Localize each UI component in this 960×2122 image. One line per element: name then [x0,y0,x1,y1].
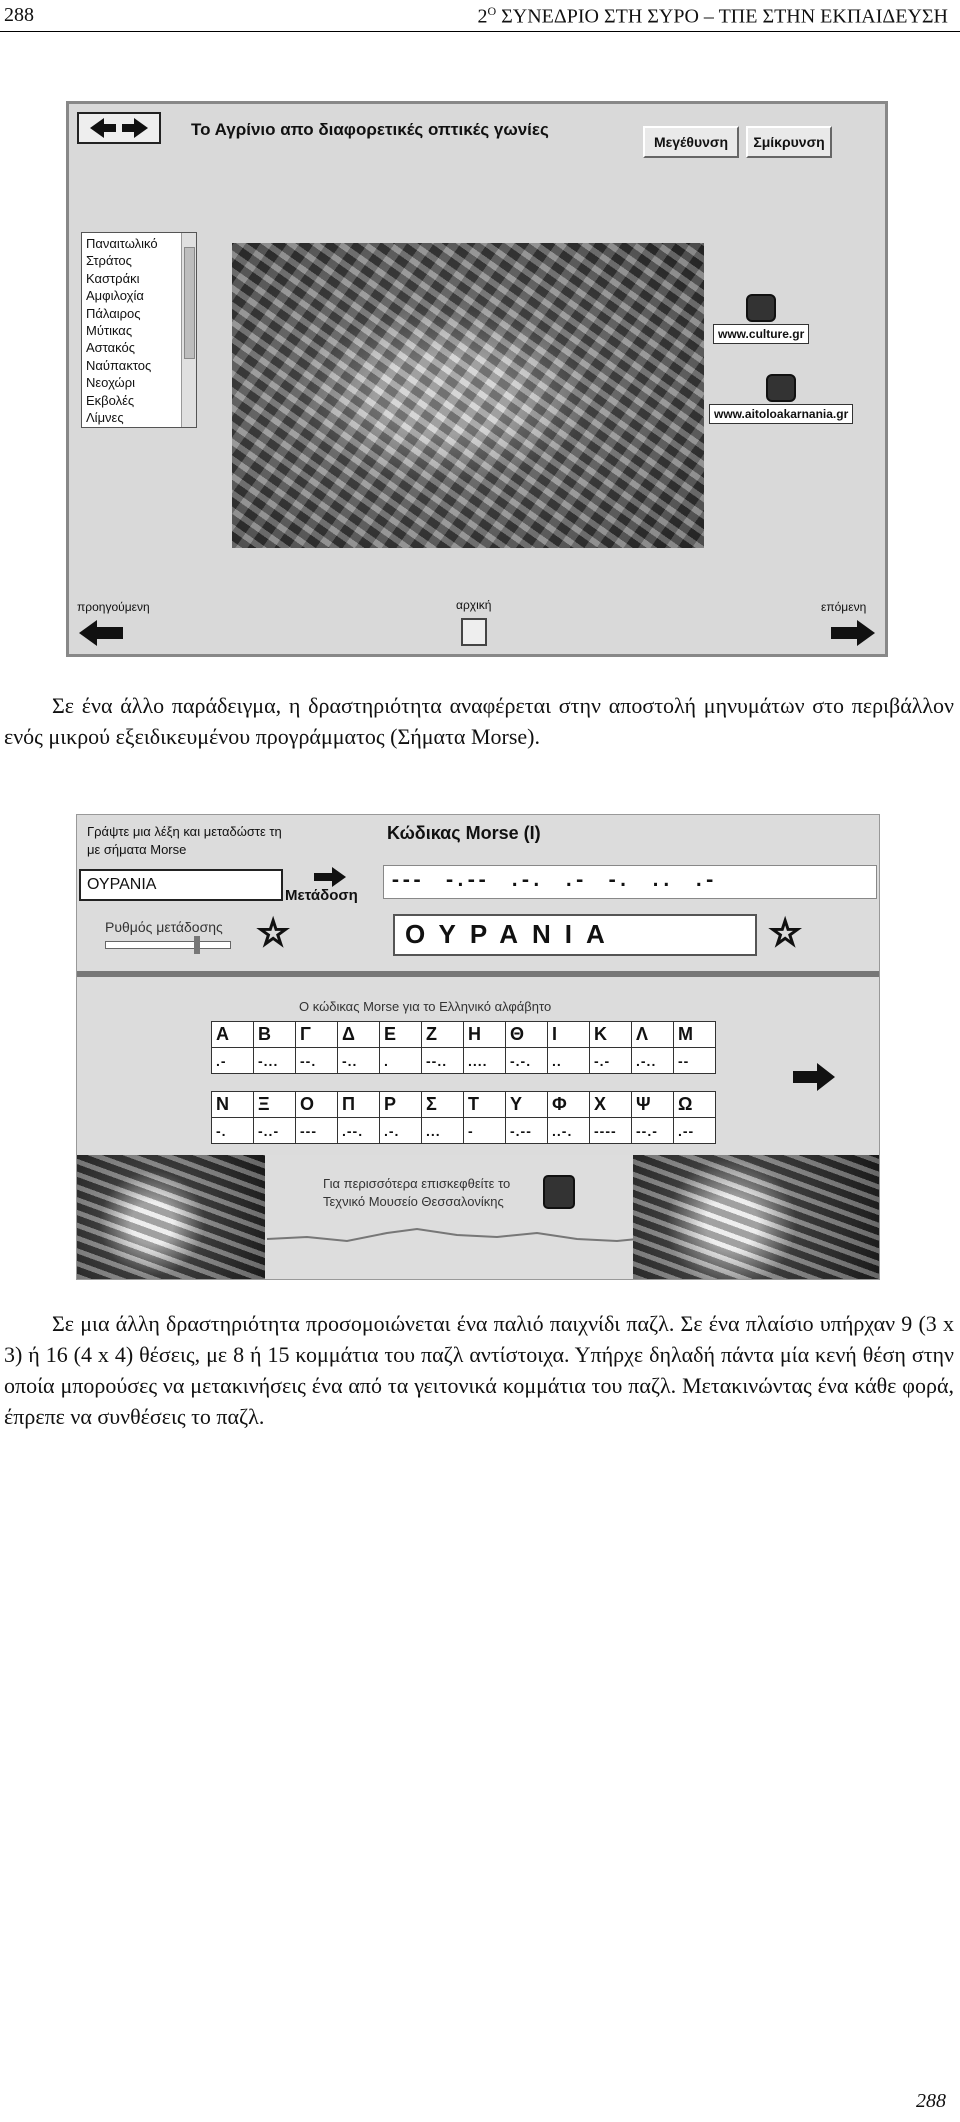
code-cell: -.. [338,1048,380,1074]
aitoloakarnania-site-icon[interactable] [766,374,796,402]
prev-arrow-icon[interactable] [79,620,123,646]
code-cell: .-- [674,1118,716,1144]
code-cell: .--. [338,1118,380,1144]
code-cell: .-. [380,1118,422,1144]
code-cell: - [464,1118,506,1144]
letter-cell: Τ [464,1092,506,1118]
letter-cell: Β [254,1022,296,1048]
next-label[interactable]: επόμενη [821,600,867,614]
header-rule [0,31,960,32]
signal-wave-decoration [267,1215,689,1255]
star-icon[interactable]: ☆ [769,913,802,953]
send-arrow-icon[interactable] [314,867,346,887]
culture-site-icon[interactable] [746,294,776,322]
museum-text-line: Για περισσότερα επισκεφθείτε το [323,1176,511,1191]
letter-cell: Μ [674,1022,716,1048]
list-item[interactable]: Λίμνες [86,410,124,426]
next-arrow-icon[interactable] [831,620,875,646]
letter-cell: Η [464,1022,506,1048]
code-cell: -.-. [506,1048,548,1074]
code-cell: ..-. [548,1118,590,1144]
table-row [212,1092,716,1118]
letter-cell: Ρ [380,1092,422,1118]
letter-cell: Ι [548,1022,590,1048]
letter-cell: Ν [212,1092,254,1118]
table-row [212,1022,716,1048]
conference-name: ΣΥΝΕΔΡΙΟ ΣΤΗ ΣΥΡΟ – ΤΠΕ ΣΤΗΝ ΕΚΠΑΙΔΕΥΣΗ [496,5,948,28]
aitoloakarnania-link-label[interactable]: www.aitoloakarnania.gr [709,404,853,424]
code-cell: .. [548,1048,590,1074]
list-item[interactable]: Καστράκι [86,270,140,286]
figure-morse-app [76,814,880,1280]
letter-cell: Ζ [422,1022,464,1048]
code-cell: -..- [254,1118,296,1144]
list-item[interactable]: Αμφιλοχία [86,288,144,304]
table-row [212,1048,716,1074]
prev-label[interactable]: προηγούμενη [77,600,150,614]
code-cell: .... [464,1048,506,1074]
header-page-number: 288 [4,4,34,26]
culture-link-label[interactable]: www.culture.gr [713,324,809,344]
code-cell: -- [674,1048,716,1074]
letter-cell: Σ [422,1092,464,1118]
instruction-line: με σήματα Morse [87,842,187,857]
list-item[interactable]: Παναιτωλικό [86,236,158,251]
home-icon[interactable] [461,618,487,646]
next-table-arrow-icon[interactable] [793,1063,835,1091]
letter-cell: Θ [506,1022,548,1048]
aerial-city-photo [232,243,704,548]
home-label[interactable]: αρχική [456,598,492,612]
letter-cell: Υ [506,1092,548,1118]
conference-superscript: Ο [487,4,497,18]
history-nav [77,112,161,144]
figure-agrinio-app [66,101,888,657]
letter-cell: Ξ [254,1092,296,1118]
letter-cell: Χ [590,1092,632,1118]
alphabet-caption: Ο κώδικας Morse για το Ελληνικό αλφάβητο [299,999,552,1014]
send-button[interactable]: Μετάδοση [285,887,358,904]
app-title: Το Αγρίνιο απο διαφορετικές οπτικές γωνίες [191,120,549,139]
places-listbox[interactable] [81,232,197,428]
letter-cell: Ψ [632,1092,674,1118]
decoded-word-display: ΟΥΡΑΝΙΑ [393,914,757,956]
conference-number: 2 [477,5,488,28]
back-arrow-icon[interactable] [90,118,116,138]
letter-cell: Α [212,1022,254,1048]
telegraph-photo-right [633,1155,879,1279]
zoom-button[interactable]: Μεγέθυνση [643,126,739,158]
letter-cell: Λ [632,1022,674,1048]
letter-cell: Ω [674,1092,716,1118]
morse-title: Κώδικας Morse (I) [387,823,541,843]
star-icon[interactable]: ☆ [257,913,290,953]
code-cell: -... [254,1048,296,1074]
morse-table-2 [211,1091,716,1144]
letter-cell: Ε [380,1022,422,1048]
listbox-scrollbar[interactable] [181,233,196,427]
list-item[interactable]: Στράτος [86,253,132,269]
footer-page-number: 288 [916,2090,946,2112]
shrink-button[interactable]: Σμίκρυνση [746,126,832,158]
code-cell: ... [422,1118,464,1144]
museum-link-icon[interactable] [543,1175,575,1209]
section-divider [77,971,879,977]
code-cell: ---- [590,1118,632,1144]
header-conference-title [477,4,948,29]
museum-text-line: Τεχνικό Μουσείο Θεσσαλονίκης [323,1194,504,1209]
code-cell: --- [296,1118,338,1144]
museum-text [323,1175,510,1211]
list-item[interactable]: Εκβολές [86,392,135,408]
code-cell: --. [296,1048,338,1074]
list-item[interactable]: Αστακός [86,340,135,356]
museum-banner [77,1155,879,1279]
list-item[interactable]: Ναύπακτος [86,357,152,373]
code-cell: .-.. [632,1048,674,1074]
list-item[interactable]: Νεοχώρι [86,375,135,391]
culture-link[interactable] [713,294,809,344]
code-cell: -.- [590,1048,632,1074]
letter-cell: Ο [296,1092,338,1118]
code-cell: --.. [422,1048,464,1074]
morse-output-field: --- -.-- .-. .- -. .. .- [383,865,877,899]
code-cell: -. [212,1118,254,1144]
code-cell: .- [212,1048,254,1074]
paragraph-text: Σε ένα άλλο παράδειγμα, η δραστηριότητα αναφέρεται στην αποστολή μηνυμάτων στο περιβάλλον ενός μικρού εξειδικευμένου προγράμματος (Σήματα Morse). [4,693,954,749]
paragraph-puzzle [4,1308,954,1432]
letter-cell: Φ [548,1092,590,1118]
speed-label: Ρυθμός μετάδοσης [105,919,223,935]
table-row [212,1118,716,1144]
code-cell: . [380,1048,422,1074]
forward-arrow-icon[interactable] [122,118,148,138]
code-cell: -.-- [506,1118,548,1144]
letter-cell: Π [338,1092,380,1118]
telegraph-photo-left [77,1155,265,1279]
code-cell: --.- [632,1118,674,1144]
speed-slider[interactable] [105,941,231,949]
letter-cell: Δ [338,1022,380,1048]
paragraph-text: Σε μια άλλη δραστηριότητα προσομοιώνεται ένα παλιό παιχνίδι παζλ. Σε ένα πλαίσιο υπήρχαν 9 (3 x 3) ή 16 (4 x 4) θέσεις, με 8 ή 15 κομμάτια του παζλ αντίστοιχα. Υπήρχε δηλαδή πάντα μία κενή θέση στην οποία μπορούσες να μετακινήσεις ένα από τα γειτονικά κομμάτια του παζλ. Μετακινώντας ένα κάθε φορά, έπρεπε να συνθέσεις το παζλ. [4,1311,954,1429]
aitoloakarnania-link[interactable] [709,374,853,424]
instruction-line: Γράψτε μια λέξη και μεταδώστε τη [87,824,282,839]
morse-instructions [87,823,327,859]
list-item[interactable]: Μύτικας [86,323,133,339]
paragraph-morse-intro [4,690,954,752]
list-item[interactable]: Πάλαιρος [86,305,141,321]
word-input[interactable]: ΟΥΡΑΝΙΑ [79,869,283,901]
letter-cell: Γ [296,1022,338,1048]
letter-cell: Κ [590,1022,632,1048]
morse-table-1 [211,1021,716,1074]
